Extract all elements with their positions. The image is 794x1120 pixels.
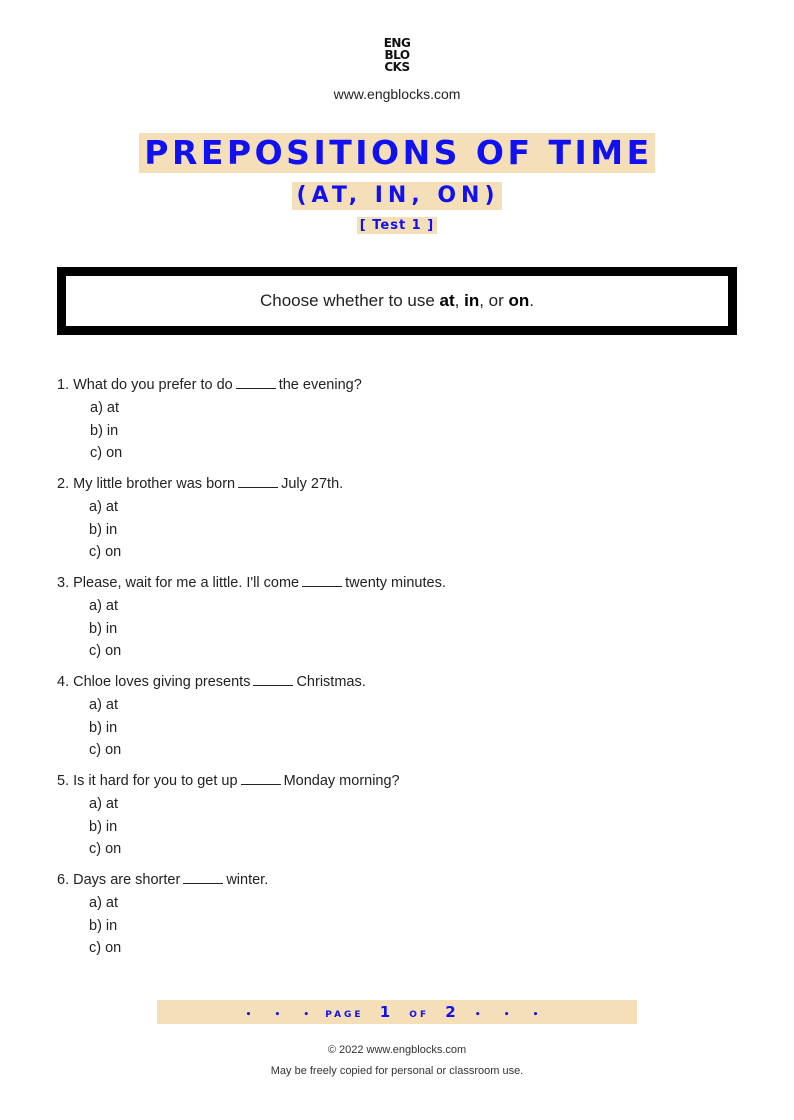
option-b[interactable]: b) in bbox=[89, 818, 118, 835]
question-after: winter. bbox=[226, 872, 269, 888]
logo-line-1: ENG bbox=[383, 36, 411, 50]
option-b[interactable]: b) in bbox=[90, 422, 119, 439]
answer-blank bbox=[236, 374, 276, 389]
question-4 bbox=[57, 671, 737, 762]
question-2 bbox=[57, 473, 737, 564]
option-a[interactable]: a) at bbox=[89, 697, 119, 713]
question-before: My little brother was born bbox=[73, 476, 236, 492]
question-number: 2. bbox=[57, 476, 70, 492]
question-before: Chloe loves giving presents bbox=[73, 674, 251, 690]
pager-current-page: 1 bbox=[379, 1003, 394, 1021]
question-text bbox=[57, 374, 737, 395]
instructions-word-on: on bbox=[508, 291, 530, 310]
question-after: twenty minutes. bbox=[345, 575, 446, 591]
question-before: Is it hard for you to get up bbox=[73, 773, 238, 789]
answer-blank bbox=[241, 770, 281, 785]
question-after: the evening? bbox=[278, 377, 362, 393]
question-number: 5. bbox=[57, 773, 70, 789]
logo-line-3: CKS bbox=[384, 60, 410, 74]
pager-dots-right: • • • bbox=[474, 1010, 549, 1020]
page-title: PREPOSITIONS OF TIME bbox=[139, 133, 654, 173]
option-b[interactable]: b) in bbox=[89, 620, 118, 637]
option-a[interactable]: a) at bbox=[89, 895, 119, 911]
option-a[interactable]: a) at bbox=[89, 499, 119, 515]
test-label: [ Test 1 ] bbox=[357, 217, 437, 234]
answer-blank bbox=[253, 671, 293, 686]
question-number: 3. bbox=[57, 575, 70, 591]
footer-license: May be freely copied for personal or classroom use. bbox=[270, 1065, 524, 1077]
question-number: 6. bbox=[57, 872, 70, 888]
option-c[interactable]: c) on bbox=[89, 940, 122, 956]
question-text bbox=[57, 869, 737, 890]
footer-copyright: © 2022 www.engblocks.com bbox=[327, 1044, 467, 1056]
option-c[interactable]: c) on bbox=[89, 742, 122, 758]
instructions-sep-1: , bbox=[454, 291, 465, 310]
logo-line-2: BLO bbox=[384, 48, 410, 62]
instructions-suffix: . bbox=[529, 291, 535, 310]
question-text bbox=[57, 473, 737, 494]
page-indicator bbox=[157, 1000, 637, 1024]
instructions-word-at: at bbox=[439, 291, 455, 310]
question-text bbox=[57, 671, 737, 692]
option-c[interactable]: c) on bbox=[90, 445, 123, 461]
question-number: 4. bbox=[57, 674, 70, 690]
question-3 bbox=[57, 572, 737, 663]
question-text bbox=[57, 770, 737, 791]
question-before: What do you prefer to do bbox=[73, 377, 233, 393]
option-c[interactable]: c) on bbox=[89, 643, 122, 659]
option-a[interactable]: a) at bbox=[90, 400, 120, 416]
subtitle-row bbox=[0, 182, 794, 210]
pager-total-pages: 2 bbox=[445, 1003, 459, 1021]
question-after: Monday morning? bbox=[283, 773, 400, 789]
option-b[interactable]: b) in bbox=[89, 917, 118, 934]
answer-blank bbox=[238, 473, 278, 488]
question-after: Christmas. bbox=[296, 674, 366, 690]
engblocks-logo bbox=[380, 37, 414, 73]
answer-blank bbox=[183, 869, 223, 884]
option-c[interactable]: c) on bbox=[89, 841, 122, 857]
answer-blank bbox=[302, 572, 342, 587]
instructions-box bbox=[57, 267, 737, 335]
test-label-row bbox=[0, 216, 794, 234]
question-1 bbox=[57, 374, 737, 465]
question-before: Please, wait for me a little. I'll come bbox=[73, 575, 300, 591]
option-b[interactable]: b) in bbox=[89, 521, 118, 538]
question-before: Days are shorter bbox=[73, 872, 181, 888]
instructions-prefix: Choose whether to use bbox=[259, 291, 440, 310]
pager-of-word: OF bbox=[409, 1010, 430, 1020]
question-5 bbox=[57, 770, 737, 861]
pager-page-word: PAGE bbox=[325, 1010, 364, 1020]
question-number: 1. bbox=[57, 377, 70, 393]
instructions-sep-2: , or bbox=[479, 291, 509, 310]
question-after: July 27th. bbox=[281, 476, 344, 492]
title-row bbox=[0, 133, 794, 173]
option-a[interactable]: a) at bbox=[89, 598, 119, 614]
instructions-word-in: in bbox=[464, 291, 480, 310]
site-url[interactable]: www.engblocks.com bbox=[333, 86, 461, 102]
option-b[interactable]: b) in bbox=[89, 719, 118, 736]
option-a[interactable]: a) at bbox=[89, 796, 119, 812]
option-c[interactable]: c) on bbox=[89, 544, 122, 560]
pager-dots-left: • • • bbox=[245, 1010, 320, 1020]
question-text bbox=[57, 572, 737, 593]
page-subtitle: (AT, IN, ON) bbox=[292, 182, 501, 210]
question-6 bbox=[57, 869, 737, 960]
